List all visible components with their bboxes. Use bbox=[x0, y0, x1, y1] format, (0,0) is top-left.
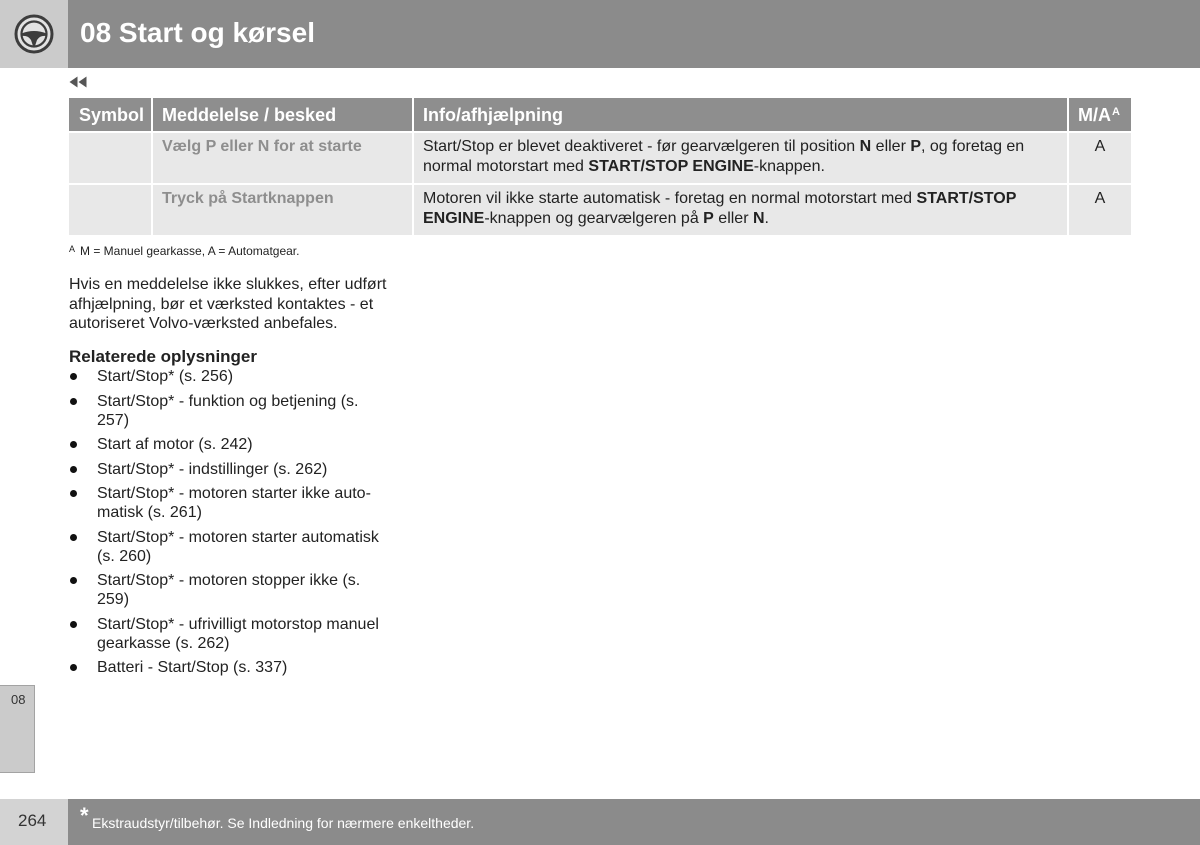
footer-star: * bbox=[80, 803, 89, 828]
bullet-icon bbox=[70, 490, 77, 497]
info-text: eller bbox=[871, 138, 911, 155]
paragraph-line: autoriseret Volvo-værksted anbefales. bbox=[69, 315, 338, 332]
related-link-item[interactable] bbox=[69, 658, 379, 677]
info-bold-term: START/STOP ENGINE bbox=[423, 190, 1017, 227]
table-cell-message: Tryck på Startknappen bbox=[153, 185, 412, 235]
related-link-line: Start/Stop* - funktion og betjening (s. bbox=[97, 392, 359, 410]
related-link-text bbox=[97, 571, 379, 609]
related-link-item[interactable] bbox=[69, 435, 379, 454]
paragraph-line: afhjælpning, bør et værksted kontaktes - et bbox=[69, 295, 374, 313]
related-link-text bbox=[97, 615, 379, 653]
related-link-line: Start/Stop* - motoren stopper ikke (s. bbox=[97, 572, 361, 589]
page-footer bbox=[0, 799, 1200, 845]
advice-paragraph bbox=[69, 275, 386, 334]
table-cell-symbol bbox=[69, 185, 151, 235]
table-footnote bbox=[69, 244, 299, 258]
page-number: 264 bbox=[18, 811, 47, 830]
table-cell-message: Vælg P eller N for at starte bbox=[153, 133, 412, 183]
info-text: . bbox=[764, 209, 769, 227]
related-link-line: matisk (s. 261) bbox=[97, 504, 202, 521]
related-link-item[interactable] bbox=[69, 528, 379, 566]
footnote-text: M = Manuel gearkasse, A = Automatgear. bbox=[80, 244, 300, 258]
related-link-text bbox=[97, 528, 379, 566]
related-link-line: gearkasse (s. 262) bbox=[97, 634, 230, 652]
column-header-info: Info/afhjælpning bbox=[414, 98, 1067, 131]
related-link-line: Start/Stop* - ufrivilligt motorstop manuel bbox=[97, 615, 379, 633]
bullet-icon bbox=[70, 441, 77, 448]
info-bold-term: N bbox=[859, 138, 872, 155]
column-header-ma: M/A $^A$ bbox=[1069, 98, 1131, 131]
related-link-line: Start/Stop* (s. 256) bbox=[97, 368, 234, 385]
related-link-text bbox=[97, 484, 379, 522]
related-link-text bbox=[97, 435, 379, 454]
related-link-text bbox=[97, 367, 379, 386]
related-link-item[interactable] bbox=[69, 460, 379, 479]
related-link-item[interactable] bbox=[69, 615, 379, 653]
info-bold-term: N bbox=[752, 209, 765, 227]
table-cell-ma: A bbox=[1069, 133, 1131, 183]
column-header-ma-label: M/A bbox=[1078, 104, 1111, 125]
page-number-tab bbox=[0, 799, 68, 845]
info-text: Start/Stop er blevet deaktiveret - før gearvælgeren til position bbox=[423, 138, 860, 155]
related-link-line: Start af motor (s. 242) bbox=[97, 436, 253, 453]
footnote-marker: A bbox=[69, 244, 76, 254]
info-bold-term: P bbox=[910, 138, 922, 155]
related-list bbox=[69, 367, 379, 683]
table-cell-info bbox=[414, 133, 1067, 183]
bullet-icon bbox=[70, 534, 77, 541]
info-text: -knappen og gearvælgeren på bbox=[484, 209, 704, 227]
related-link-text bbox=[97, 392, 379, 430]
info-text: Motoren vil ikke starte automatisk - foretag en normal motorstart med bbox=[423, 190, 917, 207]
related-link-item[interactable] bbox=[69, 484, 379, 522]
bullet-icon bbox=[70, 621, 77, 628]
related-link-item[interactable] bbox=[69, 367, 379, 386]
related-heading: Relaterede oplysninger bbox=[69, 347, 258, 366]
related-link-line: Batteri - Start/Stop (s. 337) bbox=[97, 659, 288, 676]
related-link-text bbox=[97, 460, 379, 479]
related-link-line: Start/Stop* - motoren starter automatisk bbox=[97, 528, 379, 546]
info-bold-term: P bbox=[703, 209, 714, 227]
info-bold-term: START/STOP ENGINE bbox=[588, 157, 754, 175]
table-cell-symbol bbox=[69, 133, 151, 183]
chapter-title: 08 Start og kørsel bbox=[80, 17, 315, 48]
steering-wheel-icon bbox=[14, 14, 54, 54]
info-text: eller bbox=[713, 209, 753, 227]
chapter-side-tab-label: 08 bbox=[11, 692, 26, 707]
table-cell-info bbox=[414, 185, 1067, 235]
bullet-icon bbox=[70, 577, 77, 584]
message-table bbox=[69, 98, 1131, 235]
info-text: , og foretag en normal motorstart med bbox=[423, 138, 1025, 175]
double-left-arrow-icon[interactable] bbox=[69, 76, 87, 88]
related-link-line: Start/Stop* - indstillinger (s. 262) bbox=[97, 460, 328, 478]
info-text: -knappen. bbox=[753, 157, 825, 175]
bullet-icon bbox=[70, 398, 77, 405]
paragraph-line: Hvis en meddelelse ikke slukkes, efter udført bbox=[69, 276, 387, 293]
column-header-message: Meddelelse / besked bbox=[153, 98, 412, 131]
related-link-item[interactable] bbox=[69, 392, 379, 430]
related-link-line: 259) bbox=[97, 591, 130, 608]
related-link-line: Start/Stop* - motoren starter ikke auto- bbox=[97, 485, 371, 502]
bullet-icon bbox=[70, 466, 77, 473]
related-link-item[interactable] bbox=[69, 571, 379, 609]
related-link-line: (s. 260) bbox=[97, 547, 152, 565]
footer-note: Ekstraudstyr/tilbehør. Se Indledning for nærmere enkeltheder. bbox=[92, 815, 475, 831]
table-cell-ma: A bbox=[1069, 185, 1131, 235]
bullet-icon bbox=[70, 373, 77, 380]
related-link-line: 257) bbox=[97, 411, 130, 429]
related-link-text bbox=[97, 658, 379, 677]
chapter-side-tab bbox=[0, 685, 35, 773]
bullet-icon bbox=[70, 664, 77, 671]
column-header-symbol: Symbol bbox=[69, 98, 151, 131]
